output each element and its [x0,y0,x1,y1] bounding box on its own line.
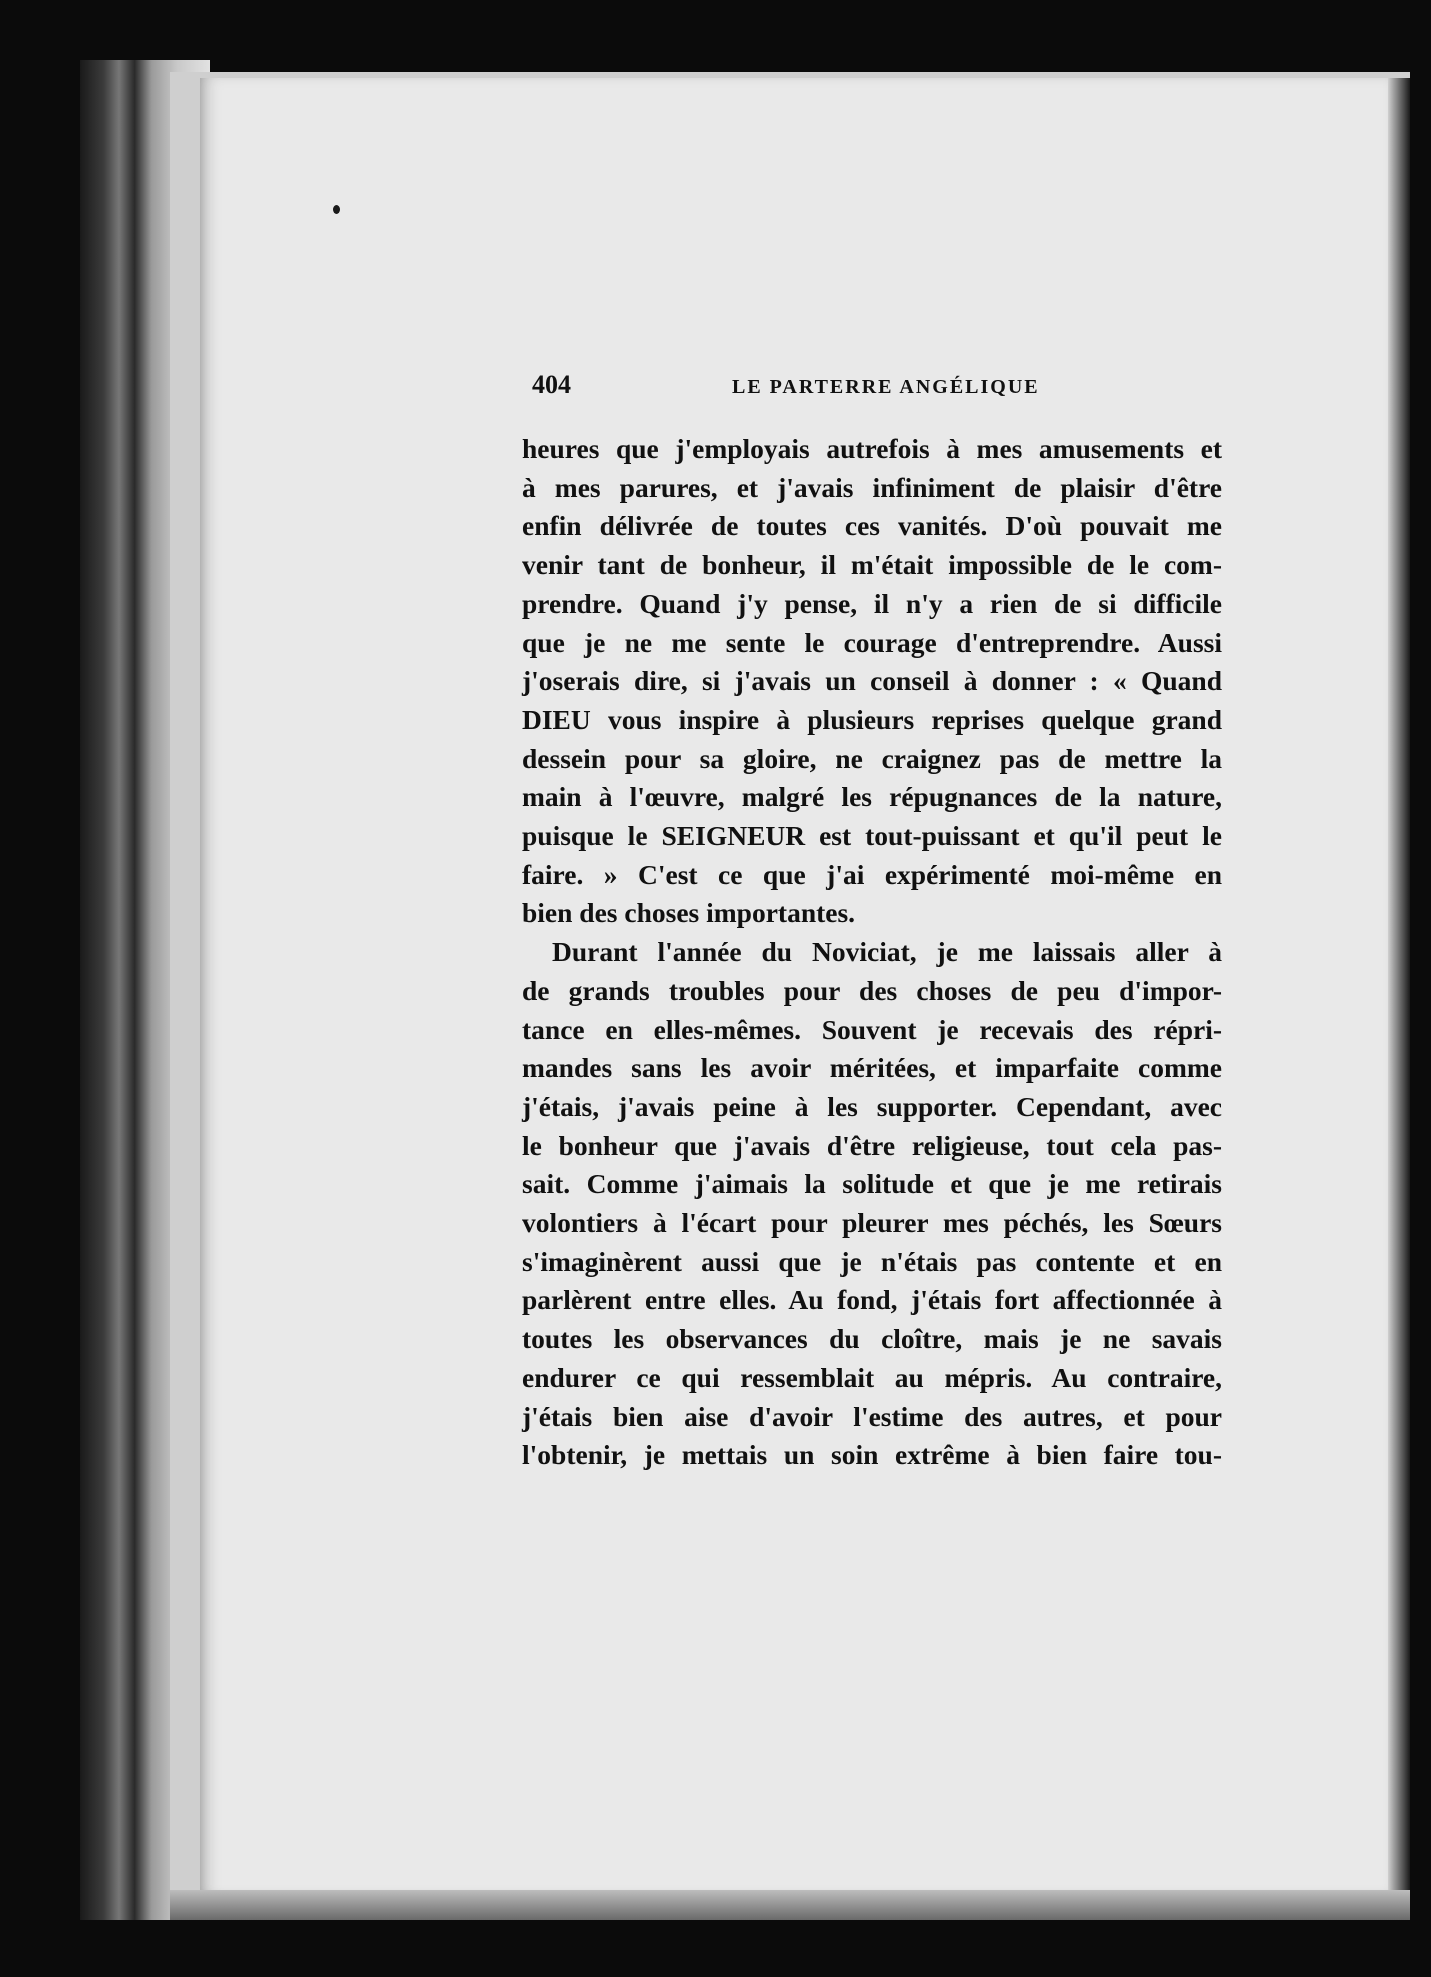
text-line: venir tant de bonheur, il m'était impossible de le com- [522,549,1222,581]
ink-speck [333,205,340,214]
text-line: enfin délivrée de toutes ces vanités. D'où pouvait me [522,510,1222,542]
body-text [522,430,1222,1475]
text-line: j'oserais dire, si j'avais un conseil à donner : « Quand [522,665,1222,697]
text-line: de grands troubles pour des choses de peu d'impor- [522,974,1222,1006]
page-number: 404 [532,370,571,399]
paragraph-1 [522,430,1222,933]
text-line: s'imaginèrent aussi que je n'étais pas contente et en [522,1245,1222,1277]
text-line: puisque le SEIGNEUR est tout-puissant et qu'il peut le [522,820,1222,852]
text-line: j'étais bien aise d'avoir l'estime des autres, et pour [522,1400,1222,1432]
page-header [532,370,1232,410]
running-head: LE PARTERRE ANGÉLIQUE [732,376,1040,398]
paragraph-2 [522,933,1222,1475]
text-line: mandes sans les avoir méritées, et imparfaite comme [522,1052,1222,1084]
text-line: tance en elles-mêmes. Souvent je recevais des répri- [522,1013,1222,1045]
text-line: faire. » C'est ce que j'ai expérimenté moi-même en [522,858,1222,890]
text-line: endurer ce qui ressemblait au mépris. Au contraire, [522,1361,1222,1393]
text-line: Durant l'année du Noviciat, je me laissais aller à [552,936,1222,968]
text-line: toutes les observances du cloître, mais je ne savais [522,1323,1222,1355]
text-line: DIEU vous inspire à plusieurs reprises quelque grand [522,703,1222,735]
text-line: le bonheur que j'avais d'être religieuse, tout cela pas- [522,1129,1222,1161]
text-line: heures que j'employais autrefois à mes amusements et [522,433,1222,464]
page-bottom-edge [170,1890,1410,1920]
text-line: j'étais, j'avais peine à les supporter. Cependant, avec [522,1090,1222,1122]
text-line: à mes parures, et j'avais infiniment de plaisir d'être [522,471,1222,503]
text-line: sait. Comme j'aimais la solitude et que je me retirais [522,1168,1222,1200]
text-line: main à l'œuvre, malgré les répugnances de la nature, [522,781,1222,813]
page-right-edge [1388,78,1410,1908]
text-line: parlèrent entre elles. Au fond, j'étais fort affectionnée à [522,1284,1222,1316]
text-line: l'obtenir, je mettais un soin extrême à bien faire tou- [522,1439,1222,1471]
text-line: bien des choses importantes. [522,897,856,929]
text-line: que je ne me sente le courage d'entreprendre. Aussi [522,626,1222,658]
text-line: dessein pour sa gloire, ne craignez pas de mettre la [522,742,1222,774]
text-line: prendre. Quand j'y pense, il n'y a rien de si difficile [522,587,1222,619]
text-line: volontiers à l'écart pour pleurer mes péchés, les Sœurs [522,1207,1222,1239]
